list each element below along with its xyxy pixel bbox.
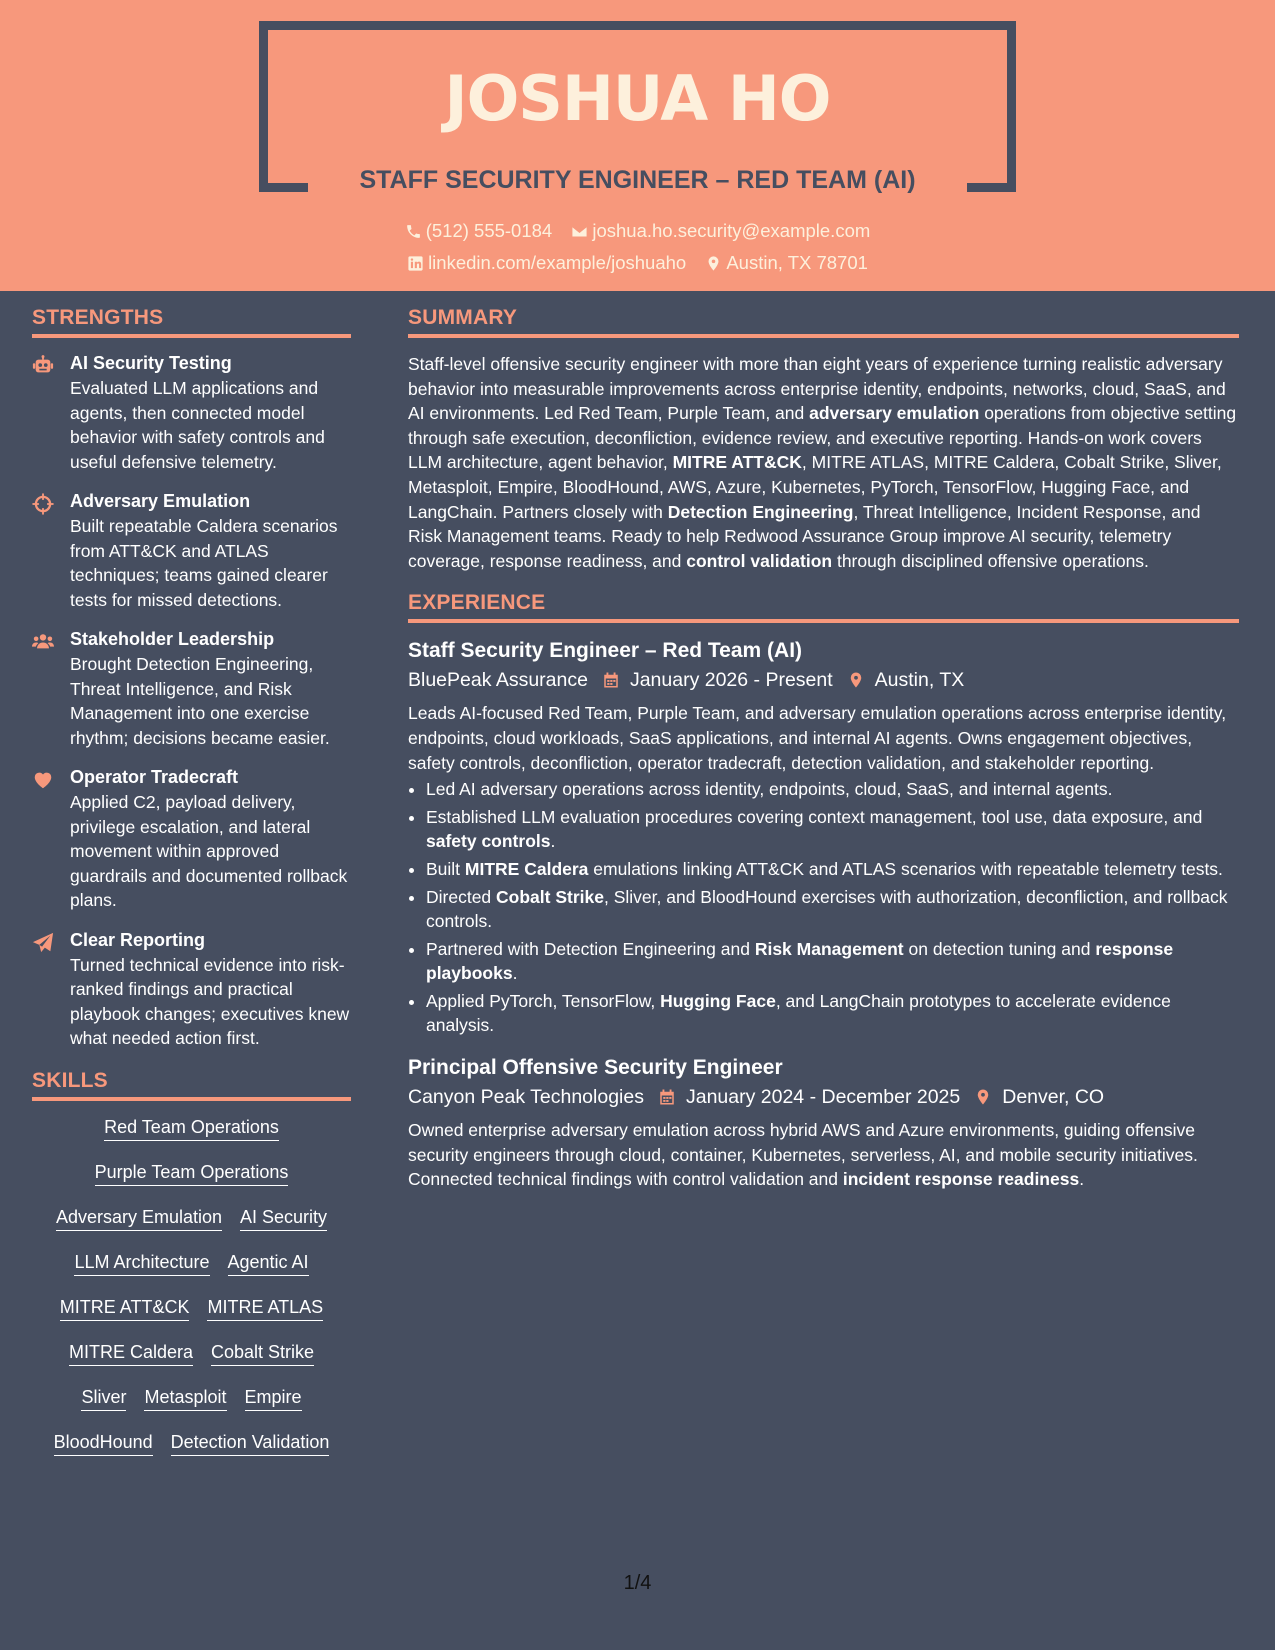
skill-tag: MITRE Caldera [69, 1340, 193, 1366]
map-marker-icon [847, 671, 865, 689]
job-dates-group [658, 1082, 960, 1112]
strength-title: Stakeholder Leadership [70, 629, 275, 649]
list-item [426, 857, 1239, 882]
text-segment: Leads AI-focused Red Team, Purple Team, and adversary emulation operations across enterprise identity, endpoints, cloud workloads, SaaS applications, and internal AI agents. Owns engagement objectives, safety controls, deconfliction, operator tradecraft, detection validation, and stakeholder reporting. [408, 703, 1227, 773]
text-segment: , and LangChain prototypes to accelerate evidence analysis. [426, 990, 1171, 1036]
skills-row [32, 1430, 351, 1475]
bold-keyword: safety controls [426, 831, 551, 852]
job-location: Austin, TX [874, 669, 965, 692]
job-entry [408, 1054, 1239, 1192]
strength-item [32, 766, 351, 913]
job-role: Principal Offensive Security Engineer [408, 1056, 783, 1080]
text-segment: . [550, 831, 556, 852]
skills-row [32, 1205, 351, 1250]
contact-row-1 [0, 220, 1275, 245]
strength-item [32, 490, 351, 612]
list-item [426, 989, 1239, 1038]
job-role: Staff Security Engineer – Red Team (AI) [408, 639, 803, 663]
list-item [426, 805, 1239, 854]
contact-phone[interactable] [405, 220, 553, 242]
skill-tag: Cobalt Strike [211, 1340, 314, 1366]
skill-tag: Adversary Emulation [56, 1205, 222, 1231]
job-location-group [847, 665, 965, 695]
job-description [408, 701, 1239, 775]
bold-keyword: Cobalt Strike [496, 886, 604, 907]
envelope-icon [571, 223, 588, 240]
job-location: Denver, CO [1002, 1086, 1105, 1109]
bold-keyword: Detection Engineering [667, 501, 854, 522]
right-column [408, 306, 1239, 1208]
experience-heading: EXPERIENCE [408, 591, 1239, 623]
bold-keyword: response playbooks [426, 938, 1174, 984]
job-dates: January 2024 - December 2025 [685, 1086, 961, 1109]
bold-keyword: control validation [686, 550, 833, 571]
email-text: joshua.ho.security@example.com [592, 220, 871, 241]
job-company: Canyon Peak Technologies [408, 1086, 644, 1109]
text-segment: , Sliver, and BloodHound exercises with authorization, deconfliction, and rollback controls. [426, 886, 1228, 932]
strengths-list [32, 352, 351, 1051]
job-bullets [408, 777, 1239, 1038]
location-text: Austin, TX 78701 [726, 252, 868, 273]
strength-description: Turned technical evidence into risk-ranked findings and practical playbook changes; executives knew what needed action first. [70, 954, 350, 1048]
calendar-icon [602, 671, 620, 689]
text-segment: Partnered with Detection Engineering and [426, 938, 755, 959]
map-marker-icon [705, 255, 722, 272]
strength-item [32, 929, 351, 1051]
job-entry [408, 637, 1239, 1038]
skill-tag: Empire [245, 1385, 302, 1411]
skills-heading: SKILLS [32, 1069, 351, 1101]
list-item [426, 777, 1239, 802]
text-segment: . [1079, 1169, 1085, 1190]
strength-title: Operator Tradecraft [70, 767, 239, 787]
strength-title: Adversary Emulation [70, 491, 251, 511]
job-dates-group [602, 665, 833, 695]
strength-description: Applied C2, payload delivery, privilege escalation, and lateral movement within approved guardrails and documented rollback plans. [70, 792, 348, 910]
text-segment: on detection tuning and [903, 938, 1096, 959]
calendar-icon [658, 1088, 676, 1106]
bold-keyword: Risk Management [754, 938, 904, 959]
users-icon [32, 628, 70, 750]
heart-icon [32, 766, 70, 913]
job-meta [408, 665, 1239, 695]
candidate-title: STAFF SECURITY ENGINEER – RED TEAM (AI) [359, 166, 916, 194]
skills-row [32, 1340, 351, 1385]
skill-tag: Detection Validation [171, 1430, 330, 1456]
text-segment: operations from objective setting through safe execution, deconfliction, evidence review, and executive reporting. Hands-on work covers LLM architecture, agent behavior, [408, 403, 1237, 473]
skill-tag: BloodHound [54, 1430, 153, 1456]
skills-row [32, 1250, 351, 1295]
skill-tag: Red Team Operations [104, 1115, 279, 1141]
skill-tag: Purple Team Operations [95, 1160, 289, 1186]
skill-tag: Agentic AI [228, 1250, 309, 1276]
text-segment: Owned enterprise adversary emulation across hybrid AWS and Azure environments, guiding offensive security engineers through cloud, container, Kubernetes, serverless, AI, and mobile security initiatives. Connected technical findings with control validation and [408, 1120, 1198, 1190]
contact-row-2 [0, 252, 1275, 277]
map-marker-icon [974, 1088, 992, 1106]
crosshairs-icon [32, 490, 70, 612]
jobs-list [408, 637, 1239, 1192]
skills-row [32, 1295, 351, 1340]
text-segment: Established LLM evaluation procedures covering context management, tool use, data exposure, and [426, 806, 1203, 827]
bold-keyword: MITRE Caldera [464, 858, 589, 879]
resume-header [0, 0, 1275, 291]
skills-row [32, 1160, 351, 1205]
summary-heading: SUMMARY [408, 306, 1239, 338]
list-item [426, 937, 1239, 986]
bold-keyword: incident response readiness [842, 1169, 1080, 1190]
text-segment: emulations linking ATT&CK and ATLAS scenarios with repeatable telemetry tests. [588, 858, 1223, 879]
paper-plane-icon [32, 929, 70, 1051]
skills-row [32, 1385, 351, 1430]
job-meta [408, 1082, 1239, 1112]
bold-keyword: MITRE ATT&CK [672, 452, 802, 473]
strengths-heading: STRENGTHS [32, 306, 351, 338]
text-segment: . [512, 963, 518, 984]
skills-list [32, 1115, 351, 1475]
contact-location [705, 252, 868, 274]
strength-item [32, 352, 351, 474]
text-segment: , MITRE ATLAS, MITRE Caldera, Cobalt Strike, Sliver, Metasploit, Empire, BloodHound, AWS, Azure, Kubernetes, PyTorch, TensorFlow, Hugging Face, and LangChain. Partners closely with [408, 452, 1222, 522]
list-item [426, 885, 1239, 934]
text-segment: Applied PyTorch, TensorFlow, [426, 990, 661, 1011]
skill-tag: AI Security [240, 1205, 327, 1231]
linkedin-icon [407, 255, 424, 272]
phone-text: (512) 555-0184 [425, 220, 553, 241]
bold-keyword: Hugging Face [660, 990, 776, 1011]
page-number: 1/4 [623, 1572, 652, 1594]
left-column [32, 306, 351, 1475]
skill-tag: MITRE ATT&CK [60, 1295, 190, 1321]
contact-linkedin[interactable] [407, 252, 686, 274]
strength-description: Brought Detection Engineering, Threat Intelligence, and Risk Management into one exercise rhythm; decisions became easier. [70, 654, 330, 748]
skill-tag: Sliver [81, 1385, 126, 1411]
strength-title: Clear Reporting [70, 929, 206, 950]
job-location-group [974, 1082, 1104, 1112]
text-segment: Built [426, 858, 465, 879]
contact-email[interactable] [571, 220, 870, 242]
job-company: BluePeak Assurance [408, 669, 588, 692]
skill-tag: LLM Architecture [74, 1250, 209, 1276]
linkedin-text: linkedin.com/example/joshuaho [428, 252, 687, 273]
skill-tag: MITRE ATLAS [207, 1295, 323, 1321]
robot-icon [32, 352, 70, 474]
text-segment: , Threat Intelligence, Incident Response, and Risk Management teams. Ready to help Redwood Assurance Group improve AI security, telemetry coverage, response readiness, and [408, 501, 1201, 571]
skill-tag: Metasploit [144, 1385, 226, 1411]
text-segment: Led AI adversary operations across identity, endpoints, cloud, SaaS, and internal agents. [426, 779, 1113, 800]
text-segment: Directed [426, 886, 497, 907]
strength-item [32, 628, 351, 750]
skills-row [32, 1115, 351, 1160]
candidate-name: JOSHUA HO [444, 62, 831, 135]
text-segment: Staff-level offensive security engineer with more than eight years of experience turning realistic adversary behavior into measurable improvements across enterprise identity, endpoints, networks, cloud, SaaS, and AI environments. Led Red Team, Purple Team, and [408, 354, 1226, 424]
strength-title: AI Security Testing [70, 353, 232, 373]
strength-description: Built repeatable Caldera scenarios from ATT&CK and ATLAS techniques; teams gained clearer tests for missed detections. [70, 516, 338, 610]
summary-text [408, 352, 1239, 573]
text-segment: through disciplined offensive operations. [832, 550, 1149, 571]
strength-description: Evaluated LLM applications and agents, then connected model behavior with safety controls and useful defensive telemetry. [70, 378, 325, 472]
bold-keyword: adversary emulation [809, 403, 980, 424]
job-description [408, 1118, 1239, 1192]
phone-icon [405, 223, 422, 240]
job-dates: January 2026 - Present [629, 669, 833, 692]
